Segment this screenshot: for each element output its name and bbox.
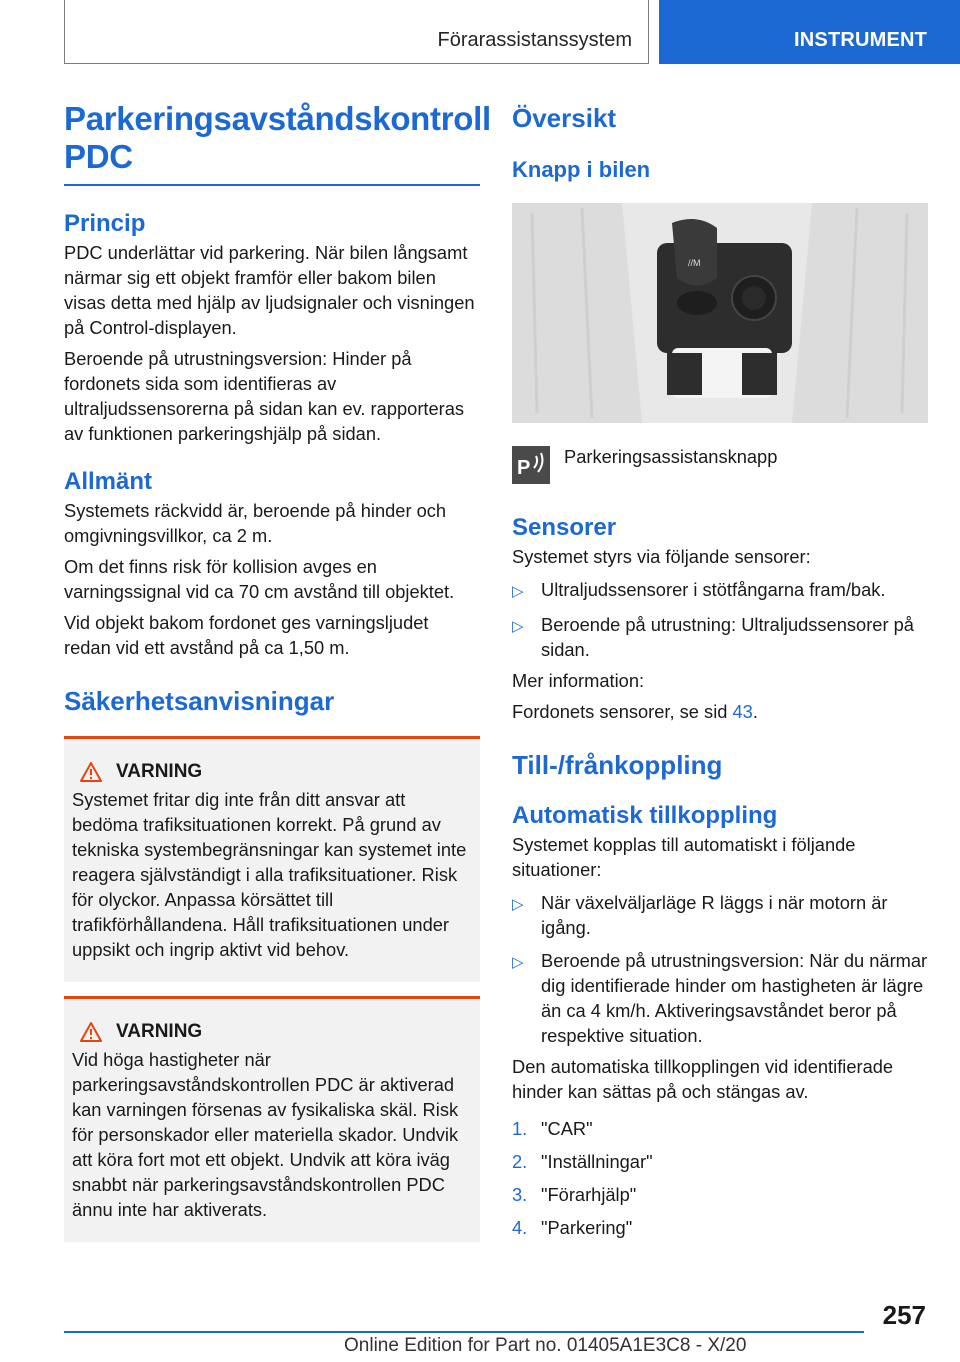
page-number: 257 bbox=[882, 1300, 926, 1330]
step-item bbox=[512, 1182, 928, 1207]
warning-box-1 bbox=[64, 736, 480, 982]
sensor-bullet-text: Beroende på utrustning: Ultraljudssensorer på sidan. bbox=[541, 614, 914, 660]
step-number: 4. bbox=[512, 1217, 528, 1238]
sensor-bullet bbox=[512, 577, 928, 604]
auto-outro: Den automatiska tillkopplingen vid identifierade hinder kan sättas på och stängas av. bbox=[512, 1056, 894, 1102]
step-text: "Inställningar" bbox=[541, 1151, 653, 1172]
right-column bbox=[512, 100, 928, 1240]
footer-edition: Online Edition for Part no. 01405A1E3C8 - X/20 bbox=[344, 1335, 747, 1356]
bullet-triangle-icon: ▷ bbox=[512, 618, 524, 635]
auto-heading: Automatisk tillkoppling bbox=[512, 802, 778, 829]
princip-paragraph-2: Beroende på utrustningsversion: Hinder på fordonets sida som identifieras av ultraljudssensorerna på sidan kan ev. rapporteras av funktionen parkeringshjälp på sidan. bbox=[64, 348, 465, 444]
sensor-reference bbox=[512, 699, 928, 724]
button-legend bbox=[512, 446, 928, 484]
step-number: 3. bbox=[512, 1184, 528, 1205]
warning-title-1: VARNING bbox=[116, 761, 203, 782]
warning-text-1: Systemet fritar dig inte från ditt ansvar att bedöma trafiksituationen korrekt. På grund av tekniska systembegränsningar kan systemet inte reagera självständigt i alla trafiksituationer. Risk för olyckor. Anpassa körsättet till trafikförhållandena. Håll trafiksituationen under uppsikt och ingrip aktivt vid behov. bbox=[72, 789, 467, 960]
sensor-bullet bbox=[512, 612, 928, 662]
step-item bbox=[512, 1149, 928, 1174]
oversikt-heading: Översikt bbox=[512, 103, 617, 133]
warning-head-2 bbox=[72, 1021, 472, 1043]
sensor-bullet-text: Ultraljudssensorer i stötfångarna fram/bak. bbox=[541, 579, 886, 600]
left-column bbox=[64, 100, 491, 1242]
warning-triangle-icon bbox=[80, 762, 102, 782]
page-title-line2: PDC bbox=[64, 138, 133, 175]
bullet-triangle-icon: ▷ bbox=[512, 896, 524, 913]
warning-head-1 bbox=[72, 761, 472, 783]
step-number: 1. bbox=[512, 1118, 528, 1139]
page-title bbox=[64, 100, 491, 176]
warning-box-2 bbox=[64, 996, 480, 1242]
reference-period: . bbox=[752, 701, 758, 722]
till-heading: Till-/frånkoppling bbox=[512, 750, 723, 780]
header-tab[interactable] bbox=[659, 0, 960, 64]
header-section-box bbox=[64, 0, 649, 64]
auto-intro: Systemet kopplas till automatiskt i följande situationer: bbox=[512, 834, 856, 880]
princip-paragraph-1: PDC underlättar vid parkering. När bilen långsamt närmar sig ett objekt framför eller bakom bilen visas detta med hjälp av ljudsignaler och visningen på Control-displayen. bbox=[64, 242, 475, 338]
auto-bullet bbox=[512, 948, 928, 1048]
center-console-photo bbox=[512, 203, 928, 423]
step-text: "Förarhjälp" bbox=[541, 1184, 637, 1205]
step-item bbox=[512, 1116, 928, 1141]
header-section-title: Förarassistanssystem bbox=[437, 29, 632, 51]
step-text: "CAR" bbox=[541, 1118, 593, 1139]
page-43-link[interactable]: 43 bbox=[732, 701, 753, 722]
footer-rule bbox=[64, 1331, 864, 1333]
svg-text:P: P bbox=[517, 457, 531, 479]
reference-text: Fordonets sensorer, se sid bbox=[512, 701, 728, 722]
allmant-paragraph-3: Vid objekt bakom fordonet ges varningsljudet redan vid ett avstånd på ca 1,50 m. bbox=[64, 612, 429, 658]
page-title-line1: Parkeringsavståndskontroll bbox=[64, 100, 491, 137]
step-item bbox=[512, 1215, 928, 1240]
allmant-heading: Allmänt bbox=[64, 468, 153, 495]
safety-heading: Säkerhetsanvisningar bbox=[64, 686, 335, 716]
title-rule bbox=[64, 184, 480, 186]
sensorer-intro: Systemet styrs via följande sensorer: bbox=[512, 546, 811, 567]
button-label: Parkeringsassistansknapp bbox=[564, 446, 778, 467]
warning-text-2: Vid höga hastigheter när parkeringsavståndskontrollen PDC är aktiverad kan varningen försenas av fysikaliska skäl. Risk för personskador eller materiella skador. Undvik att köra fort mot ett objekt. Undvik att köra iväg snabbt när parkeringsavståndskontrollen PDC ännu inte har aktiverats. bbox=[72, 1049, 459, 1220]
warning-title-2: VARNING bbox=[116, 1021, 203, 1042]
warning-triangle-icon bbox=[80, 1022, 102, 1042]
knapp-heading: Knapp i bilen bbox=[512, 157, 651, 182]
more-info-label: Mer information: bbox=[512, 670, 645, 691]
sensorer-heading: Sensorer bbox=[512, 514, 617, 541]
allmant-paragraph-2: Om det finns risk för kollision avges en varningssignal vid ca 70 cm avstånd till objektet. bbox=[64, 556, 455, 602]
header-tab-label: INSTRUMENT bbox=[794, 29, 928, 51]
bullet-triangle-icon: ▷ bbox=[512, 954, 524, 971]
bullet-triangle-icon: ▷ bbox=[512, 583, 524, 600]
princip-heading: Princip bbox=[64, 210, 146, 237]
auto-bullet-text: När växelväljarläge R läggs i när motorn är igång. bbox=[541, 892, 888, 938]
svg-text://M: //M bbox=[688, 258, 701, 268]
step-number: 2. bbox=[512, 1151, 528, 1172]
parking-assist-button-icon bbox=[512, 446, 550, 484]
auto-bullet bbox=[512, 890, 928, 940]
step-text: "Parkering" bbox=[541, 1217, 633, 1238]
auto-bullet-text: Beroende på utrustningsversion: När du närmar dig identifierade hinder om hastigheten är lägre än ca 4 km/h. Aktiveringsavståndet beror på respektive situation. bbox=[541, 950, 928, 1046]
allmant-paragraph-1: Systemets räckvidd är, beroende på hinder och omgivningsvillkor, ca 2 m. bbox=[64, 500, 447, 546]
